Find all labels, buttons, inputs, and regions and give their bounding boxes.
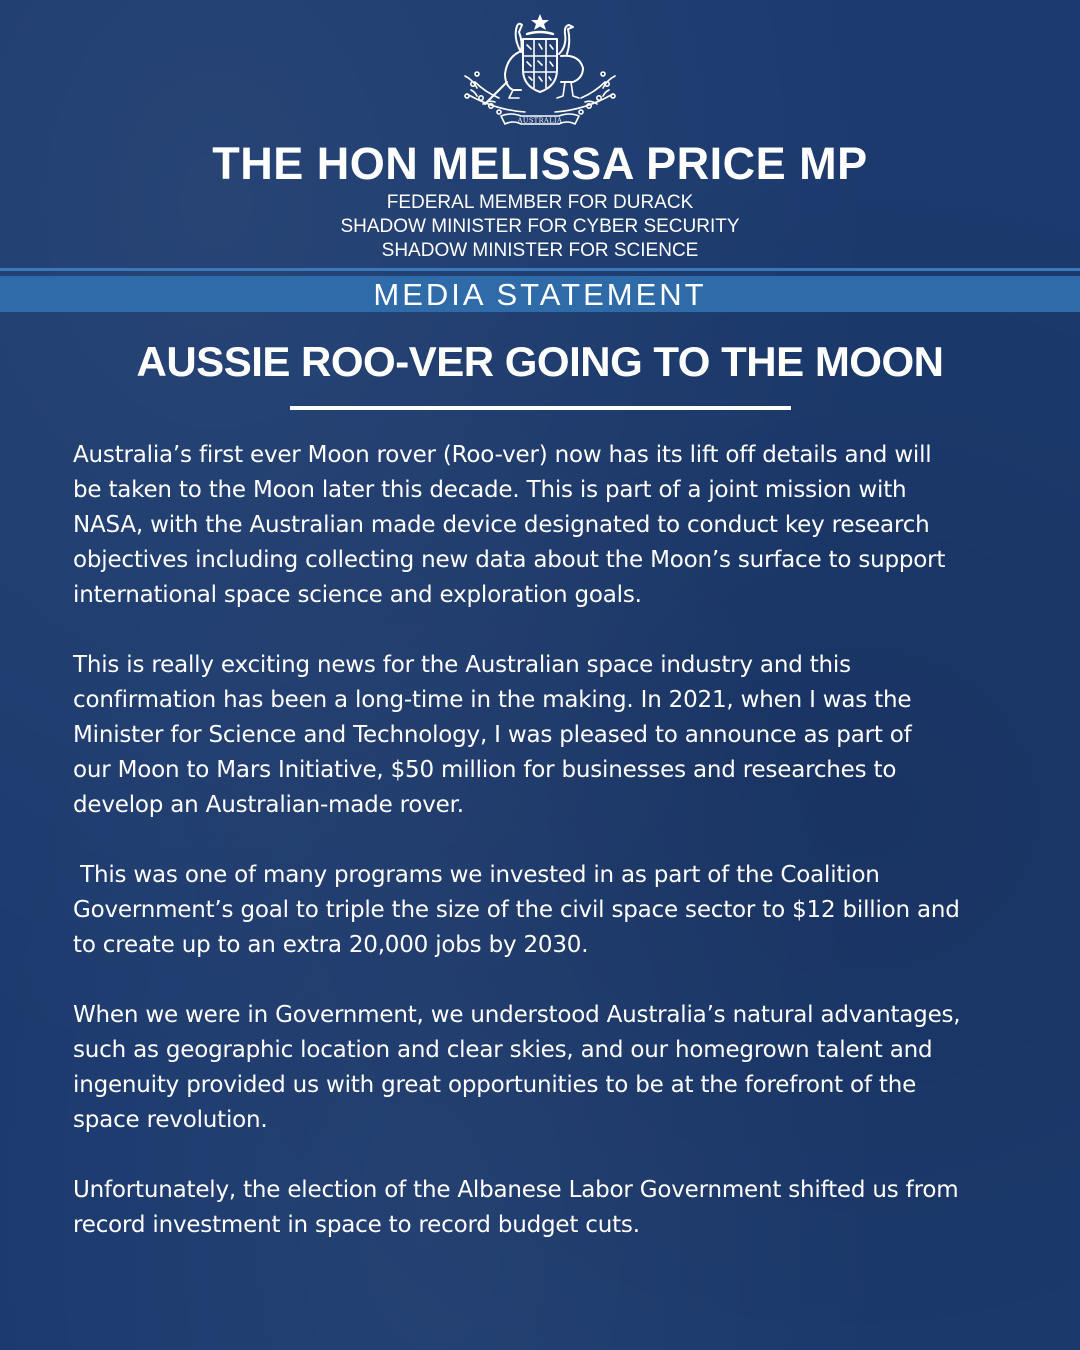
body-line: confirmation has been a long-time in the making. In 2021, when I was the	[73, 687, 912, 713]
body-paragraph	[73, 438, 1018, 613]
body-paragraph	[73, 648, 1018, 823]
statement-body	[73, 438, 1018, 1278]
body-line: space revolution.	[73, 1107, 268, 1133]
statement-headline: AUSSIE ROO-VER GOING TO THE MOON	[136, 338, 944, 385]
member-name: THE HON MELISSA PRICE MP	[212, 138, 868, 189]
body-line: record investment in space to record budget cuts.	[73, 1212, 640, 1238]
body-line: This was one of many programs we invested in as part of the Coalition	[73, 862, 880, 888]
body-line: Australia’s first ever Moon rover (Roo-ver) now has its lift off details and will	[73, 442, 932, 468]
body-line: Government’s goal to triple the size of the civil space sector to $12 billion and	[73, 897, 960, 923]
role-line: FEDERAL MEMBER FOR DURACK	[386, 192, 694, 213]
coat-of-arms-icon	[455, 12, 625, 134]
body-line: be taken to the Moon later this decade. This is part of a joint mission with	[73, 477, 907, 503]
media-statement-band	[0, 276, 1080, 312]
body-line: such as geographic location and clear skies, and our homegrown talent and	[73, 1037, 933, 1063]
body-line: our Moon to Mars Initiative, $50 million for businesses and researches to	[73, 757, 897, 783]
body-line: Minister for Science and Technology, I was pleased to announce as part of	[73, 722, 912, 748]
band-divider	[0, 268, 1080, 271]
body-line: This is really exciting news for the Australian space industry and this	[73, 652, 851, 678]
body-line: objectives including collecting new data about the Moon’s surface to support	[73, 547, 946, 573]
body-paragraph	[73, 1173, 1018, 1243]
body-line: NASA, with the Australian made device designated to conduct key research	[73, 512, 930, 538]
body-line: Unfortunately, the election of the Albanese Labor Government shifted us from	[73, 1177, 959, 1203]
headline-underline	[290, 406, 791, 410]
body-line: When we were in Government, we understood Australia’s natural advantages,	[73, 1002, 961, 1028]
role-line: SHADOW MINISTER FOR CYBER SECURITY	[340, 216, 740, 237]
svg-text:AUSTRALIA: AUSTRALIA	[517, 116, 563, 125]
role-line: SHADOW MINISTER FOR SCIENCE	[381, 240, 699, 261]
member-roles	[0, 191, 1080, 263]
body-line: develop an Australian-made rover.	[73, 792, 464, 818]
body-line: ingenuity provided us with great opportunities to be at the forefront of the	[73, 1072, 917, 1098]
body-line: international space science and exploration goals.	[73, 582, 642, 608]
body-paragraph	[73, 998, 1018, 1138]
media-statement-label: MEDIA STATEMENT	[373, 277, 707, 312]
body-line: to create up to an extra 20,000 jobs by 2030.	[73, 932, 589, 958]
body-paragraph	[73, 858, 1018, 963]
